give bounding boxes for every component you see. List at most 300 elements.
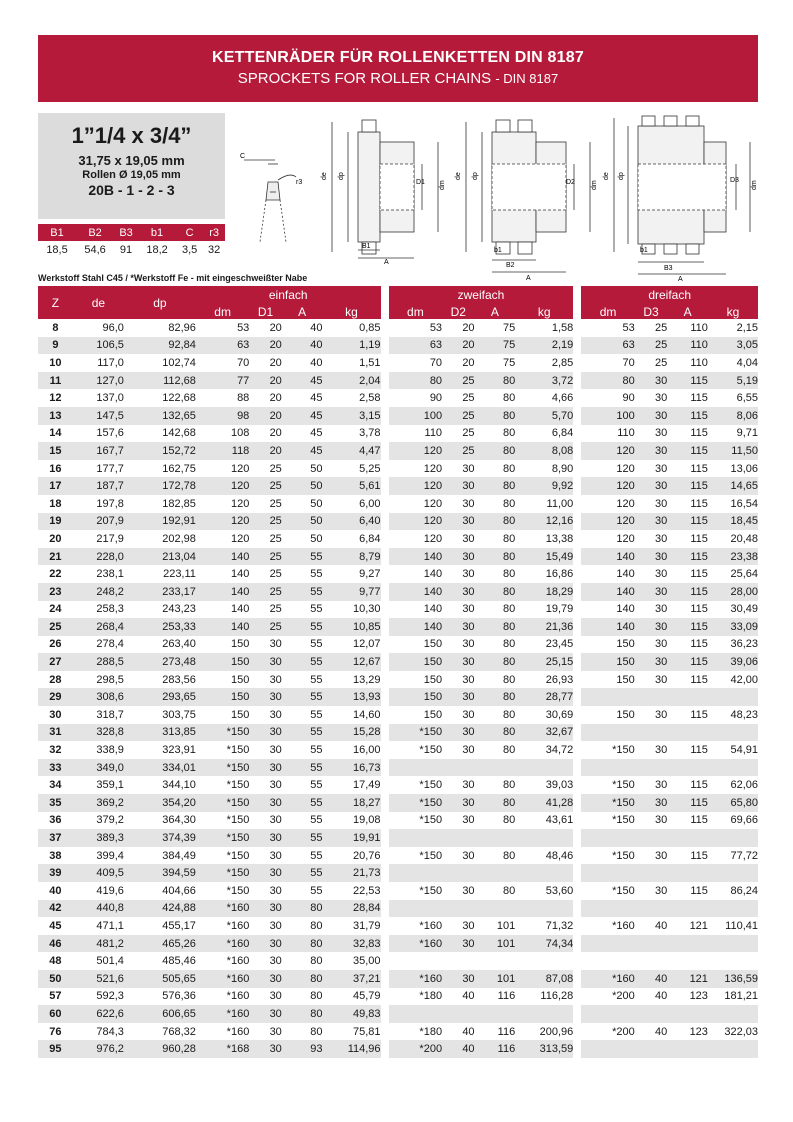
cell-dreifach-dm: 120 [581,442,634,460]
cell-dreifach-d3: 30 [635,407,668,425]
cell-zweifach-kg: 71,32 [545,919,574,932]
dim-header-b1-lower: b1 [138,224,176,241]
cell-dreifach-d3: 30 [635,618,668,636]
cell-dreifach-a [667,900,708,918]
cell-dreifach-dm: *150 [612,884,635,897]
cell-einfach-d1: 20 [269,392,282,405]
cell-dreifach-dm: 120 [581,513,634,531]
cell-einfach-d1: 20 [249,407,282,425]
cell-dreifach-a: 123 [689,1025,708,1038]
cell-de: 137,0 [96,392,124,405]
cell-einfach-dm: *160 [226,955,250,968]
cell-de: 784,3 [96,1025,124,1038]
dim-value-r3: 32 [207,243,221,256]
cell-dreifach-d3: 30 [635,477,668,495]
chain-size: 1”1/4 x 3/4” [71,123,192,148]
sub-header-kg: kg [708,304,758,319]
cell-zweifach-kg: 43,61 [545,814,574,827]
cell-dreifach-a: 115 [690,779,708,792]
cell-dreifach-kg: 5,19 [708,372,758,390]
cell-zweifach-d2: 25 [462,392,475,405]
cell-einfach-a: 50 [310,462,323,475]
cell-zweifach-a [475,864,516,882]
cell-dreifach-kg [708,1040,758,1058]
cell-dreifach-kg: 18,45 [708,513,758,531]
column-gap [573,776,581,794]
label-b1-single: B1 [362,243,371,250]
label-de-1: de [321,172,328,180]
column-gap [573,407,581,425]
label-dm-3: dm [751,180,758,190]
cell-einfach-kg: 5,25 [359,462,381,475]
cell-dreifach-d3: 30 [655,708,668,721]
column-gap [381,286,389,319]
cell-de: 399,4 [96,849,124,862]
cell-dreifach-d3 [635,829,668,847]
cell-einfach-a: 80 [310,955,323,968]
cell-de: 106,5 [73,337,124,355]
cell-de: 338,9 [96,744,124,757]
cell-dreifach-kg: 25,64 [730,568,758,581]
column-gap [381,706,389,724]
column-gap [573,337,581,355]
cell-dreifach-kg: 110,41 [725,919,758,932]
cell-dreifach-dm: 90 [622,392,635,405]
cell-einfach-d1: 30 [269,990,282,1003]
cell-einfach-d1: 30 [269,779,282,792]
cell-dp: 424,88 [124,900,196,918]
column-gap [573,724,581,742]
cell-dreifach-d3: 30 [655,568,668,581]
cell-einfach-dm: *160 [196,935,249,953]
cell-einfach-d1: 30 [269,638,282,651]
column-gap [381,495,389,513]
cell-einfach-a: 45 [282,407,323,425]
cell-einfach-kg: 4,47 [322,442,380,460]
cell-z: 40 [49,884,62,897]
cell-einfach-dm: 88 [237,392,250,405]
cell-einfach-a: 50 [282,513,323,531]
cell-zweifach-kg: 48,46 [545,849,574,862]
dim-value-b2: 54,6 [84,243,106,256]
cell-z: 42 [38,900,73,918]
cell-dreifach-dm: 140 [581,583,634,601]
cell-dp: 394,59 [124,864,196,882]
cell-dreifach-a: 115 [690,497,708,510]
cell-dp: 202,98 [162,532,196,545]
cell-einfach-kg: 22,53 [353,884,381,897]
cell-einfach-dm: 150 [230,708,250,721]
cell-dp: 576,36 [162,990,196,1003]
cell-einfach-d1: 30 [269,849,282,862]
cell-zweifach-a: 80 [475,442,516,460]
cell-dreifach-dm [581,1005,634,1023]
cell-z: 46 [38,935,73,953]
table-row [38,337,758,355]
cell-zweifach-kg: 26,93 [545,673,574,686]
cell-dreifach-dm: 150 [616,673,635,686]
cell-de: 521,6 [73,970,124,988]
cell-dreifach-d3: 30 [655,849,668,862]
cell-zweifach-kg: 5,70 [515,407,573,425]
cell-dreifach-a: 121 [667,970,708,988]
cell-einfach-a: 45 [282,372,323,390]
cell-de: 328,8 [73,724,124,742]
cell-dreifach-d3: 30 [635,513,668,531]
cell-einfach-kg: 18,27 [322,794,380,812]
cell-dreifach-a: 115 [667,653,708,671]
cell-de: 248,2 [73,583,124,601]
cell-dreifach-a: 115 [690,462,708,475]
cell-zweifach-dm: 140 [389,583,442,601]
cell-einfach-kg: 5,61 [322,477,380,495]
column-gap [381,636,389,654]
cell-dreifach-d3: 30 [655,427,668,440]
cell-dreifach-kg: 28,00 [708,583,758,601]
table-row [38,1023,758,1041]
label-a-single: A [384,259,389,266]
dim-header-c: C [176,224,203,241]
cell-zweifach-kg: 74,34 [515,935,573,953]
cell-einfach-d1: 20 [269,427,282,440]
cell-zweifach-a: 80 [502,849,516,862]
cell-einfach-kg: 0,85 [359,321,381,334]
cell-zweifach-kg: 11,00 [546,497,574,510]
column-gap [381,688,389,706]
cell-zweifach-a: 80 [475,724,516,742]
cell-einfach-kg: 37,21 [322,970,380,988]
cell-dreifach-d3: 30 [655,779,668,792]
cell-zweifach-kg: 8,90 [551,462,574,475]
cell-dreifach-d3: 30 [655,884,668,897]
cell-z: 13 [38,407,73,425]
column-gap [573,530,581,548]
cell-einfach-dm: *150 [226,814,250,827]
cell-zweifach-d2: 30 [442,583,475,601]
cell-zweifach-dm: 120 [389,442,442,460]
cell-einfach-dm: 98 [196,407,249,425]
cell-dreifach-kg: 54,91 [730,744,758,757]
cell-einfach-dm: 140 [196,548,249,566]
cell-zweifach-d2: 30 [462,568,475,581]
cell-einfach-dm: *150 [196,864,249,882]
label-b1-triple: b1 [640,247,648,254]
cell-de: 481,2 [73,935,124,953]
cell-dreifach-d3: 30 [655,392,668,405]
cell-de: 157,6 [96,427,124,440]
cell-dreifach-a [667,935,708,953]
cell-z: 15 [38,442,73,460]
table-row [38,389,758,407]
cell-einfach-dm: 120 [196,477,249,495]
column-gap [381,319,389,337]
table-row [38,776,758,794]
table-row [38,688,758,706]
cell-dreifach-d3: 30 [635,583,668,601]
column-gap [573,565,581,583]
cell-zweifach-a: 80 [502,708,516,721]
cell-einfach-a: 50 [282,477,323,495]
table-row [38,671,758,689]
table-row [38,530,758,548]
cell-dreifach-a: 115 [690,884,708,897]
table-row [38,864,758,882]
cell-dreifach-dm [581,864,634,882]
cell-zweifach-d2: 25 [462,427,475,440]
cell-einfach-d1: 30 [249,724,282,742]
cell-dreifach-d3: 25 [655,356,668,369]
cell-dreifach-d3: 30 [655,603,668,616]
cell-dreifach-kg [708,829,758,847]
cell-einfach-kg: 75,81 [353,1025,381,1038]
cell-einfach-kg: 19,91 [322,829,380,847]
cell-dp: 273,48 [124,653,196,671]
cell-einfach-a: 55 [310,884,323,897]
cell-einfach-kg: 32,83 [322,935,380,953]
cell-de: 318,7 [96,708,124,721]
cell-einfach-kg: 31,79 [353,919,381,932]
cell-einfach-a: 40 [310,321,323,334]
table-row [38,583,758,601]
cell-einfach-d1: 25 [249,548,282,566]
cell-z: 95 [38,1040,73,1058]
cell-z: 27 [38,653,73,671]
cell-dreifach-kg: 30,49 [730,603,758,616]
cell-einfach-a: 55 [282,794,323,812]
cell-zweifach-dm: *200 [389,1040,442,1058]
cell-einfach-dm: 120 [230,532,250,545]
cell-einfach-dm: 140 [230,603,250,616]
cell-einfach-d1: 30 [269,919,282,932]
cell-einfach-d1: 30 [269,744,282,757]
cell-einfach-a: 45 [282,442,323,460]
cell-zweifach-a: 80 [502,638,516,651]
cell-einfach-dm: *160 [226,919,250,932]
title-german: KETTENRÄDER FÜR ROLLENKETTEN DIN 8187 [212,49,584,66]
column-gap [573,794,581,812]
cell-z: 34 [49,779,62,792]
column-gap [573,653,581,671]
cell-einfach-d1: 20 [269,321,282,334]
cell-dreifach-d3 [635,759,668,777]
cell-zweifach-d2: 30 [442,688,475,706]
cell-zweifach-a: 80 [475,618,516,636]
cell-einfach-d1: 20 [249,337,282,355]
column-gap [381,337,389,355]
cell-zweifach-a: 75 [475,337,516,355]
cell-dreifach-kg: 9,71 [736,427,758,440]
cell-zweifach-d2: 30 [462,673,475,686]
cell-dreifach-kg: 20,48 [730,532,758,545]
cell-einfach-kg: 6,84 [359,532,381,545]
column-gap [573,935,581,953]
cell-z: 9 [38,337,73,355]
cell-einfach-kg: 35,00 [353,955,381,968]
cell-dreifach-dm: 63 [581,337,634,355]
cell-zweifach-dm: 120 [389,477,442,495]
cell-einfach-a: 40 [310,356,323,369]
cell-einfach-kg: 9,77 [322,583,380,601]
cell-zweifach-kg: 4,66 [551,392,574,405]
cell-de: 349,0 [73,759,124,777]
table-row [38,319,758,337]
cell-einfach-dm: *168 [196,1040,249,1058]
cell-dp: 354,20 [124,794,196,812]
cell-zweifach-dm: *150 [419,814,443,827]
cell-einfach-dm: 120 [230,497,250,510]
cell-dreifach-d3: 30 [655,638,668,651]
cell-z: 19 [38,513,73,531]
table-row [38,847,758,865]
cell-de: 117,0 [97,356,124,369]
table-row [38,741,758,759]
cell-einfach-kg: 2,58 [359,392,381,405]
cell-einfach-a: 55 [282,618,323,636]
cell-zweifach-a: 116 [475,1040,516,1058]
label-dp-3: dp [618,172,625,180]
cell-de: 298,5 [96,673,124,686]
column-gap [573,988,581,1006]
cell-zweifach-a: 80 [475,583,516,601]
dim-header-b3: B3 [114,224,138,241]
cell-de: 197,8 [96,497,124,510]
cell-zweifach-kg: 34,72 [545,744,574,757]
triple-sprocket-drawing [614,116,750,274]
cell-einfach-d1: 25 [249,477,282,495]
column-gap [573,759,581,777]
cell-zweifach-dm: *150 [389,724,442,742]
cell-einfach-a: 50 [310,532,323,545]
cell-einfach-d1: 30 [249,829,282,847]
cell-zweifach-d2: 30 [442,548,475,566]
cell-zweifach-kg: 30,69 [545,708,574,721]
group-header-einfach: einfach [196,286,381,304]
cell-dreifach-d3 [635,688,668,706]
cell-z: 11 [38,372,73,390]
cell-z: 31 [38,724,73,742]
cell-zweifach-a: 116 [497,990,516,1003]
column-gap [573,671,581,689]
cell-z: 8 [52,321,59,334]
cell-einfach-kg: 114,96 [322,1040,380,1058]
cell-dreifach-dm: *150 [581,794,634,812]
cell-einfach-kg: 21,73 [322,864,380,882]
cell-einfach-a: 55 [282,583,323,601]
cell-dreifach-dm: 120 [616,462,635,475]
cell-zweifach-kg: 19,79 [545,603,574,616]
cell-dreifach-kg [708,1005,758,1023]
cell-dreifach-dm: *150 [612,779,635,792]
cell-zweifach-kg: 2,19 [515,337,573,355]
column-gap [381,565,389,583]
column-gap [573,706,581,724]
cell-de: 308,6 [73,688,124,706]
cell-dreifach-a: 115 [690,744,708,757]
cell-dp: 152,72 [124,442,196,460]
cell-einfach-d1: 30 [249,1040,282,1058]
cell-de: 419,6 [96,884,124,897]
cell-dreifach-kg: 6,55 [736,392,758,405]
cell-dreifach-a [667,688,708,706]
cell-zweifach-kg: 16,86 [545,568,574,581]
cell-zweifach-dm: 140 [423,568,443,581]
table-row [38,636,758,654]
cell-zweifach-a: 116 [497,1025,516,1038]
col-header-z: Z [38,286,73,319]
cell-zweifach-a: 80 [502,744,516,757]
cell-zweifach-d2: 30 [442,724,475,742]
cell-z: 36 [49,814,62,827]
cell-dreifach-a: 115 [667,618,708,636]
cell-dp: 344,10 [162,779,196,792]
cell-dreifach-a: 115 [667,407,708,425]
cell-einfach-a: 80 [310,1025,323,1038]
cell-dp: 283,56 [162,673,196,686]
cell-dreifach-kg: 4,04 [736,356,758,369]
cell-z: 28 [49,673,62,686]
cell-dreifach-kg [708,952,758,970]
cell-einfach-d1: 30 [249,1005,282,1023]
cell-z: 50 [38,970,73,988]
cell-zweifach-kg: 87,08 [515,970,573,988]
table-row [38,495,758,513]
column-gap [573,970,581,988]
cell-dp: 384,49 [162,849,196,862]
cell-zweifach-a: 80 [502,603,516,616]
sub-header-a: A [667,304,708,319]
column-gap [381,583,389,601]
cell-dreifach-dm [581,952,634,970]
cell-dreifach-a [667,829,708,847]
cell-dreifach-d3: 30 [635,548,668,566]
cell-einfach-a: 55 [310,638,323,651]
dimension-table [38,224,225,258]
cell-zweifach-kg: 116,28 [540,990,574,1003]
cell-dreifach-kg [708,935,758,953]
cell-zweifach-a: 80 [502,814,516,827]
cell-dreifach-dm: *150 [612,849,635,862]
dim-value-b3: 91 [119,243,133,256]
cell-zweifach-dm [389,829,442,847]
cell-einfach-d1: 25 [249,583,282,601]
column-gap [381,513,389,531]
cell-einfach-d1: 20 [249,442,282,460]
cell-dp: 92,84 [124,337,196,355]
cell-dreifach-kg [708,900,758,918]
cell-einfach-kg: 16,73 [322,759,380,777]
cell-einfach-kg: 13,93 [322,688,380,706]
cell-zweifach-dm: 53 [429,321,443,334]
cell-dp: 505,65 [124,970,196,988]
cell-zweifach-kg [515,829,573,847]
cell-dreifach-kg: 23,38 [708,548,758,566]
cell-zweifach-kg: 6,84 [551,427,574,440]
cell-dp: 455,17 [162,919,196,932]
cell-zweifach-a [475,759,516,777]
cell-zweifach-a: 101 [475,970,516,988]
cell-einfach-dm: 150 [230,673,250,686]
cell-zweifach-a: 80 [475,688,516,706]
cell-z: 38 [49,849,62,862]
cell-dp: 334,01 [124,759,196,777]
cell-zweifach-dm: 63 [389,337,442,355]
column-gap [381,653,389,671]
cell-dp: 293,65 [124,688,196,706]
cell-zweifach-d2: 30 [462,497,475,510]
column-gap [381,460,389,478]
column-gap [381,829,389,847]
cell-einfach-d1: 30 [269,673,282,686]
